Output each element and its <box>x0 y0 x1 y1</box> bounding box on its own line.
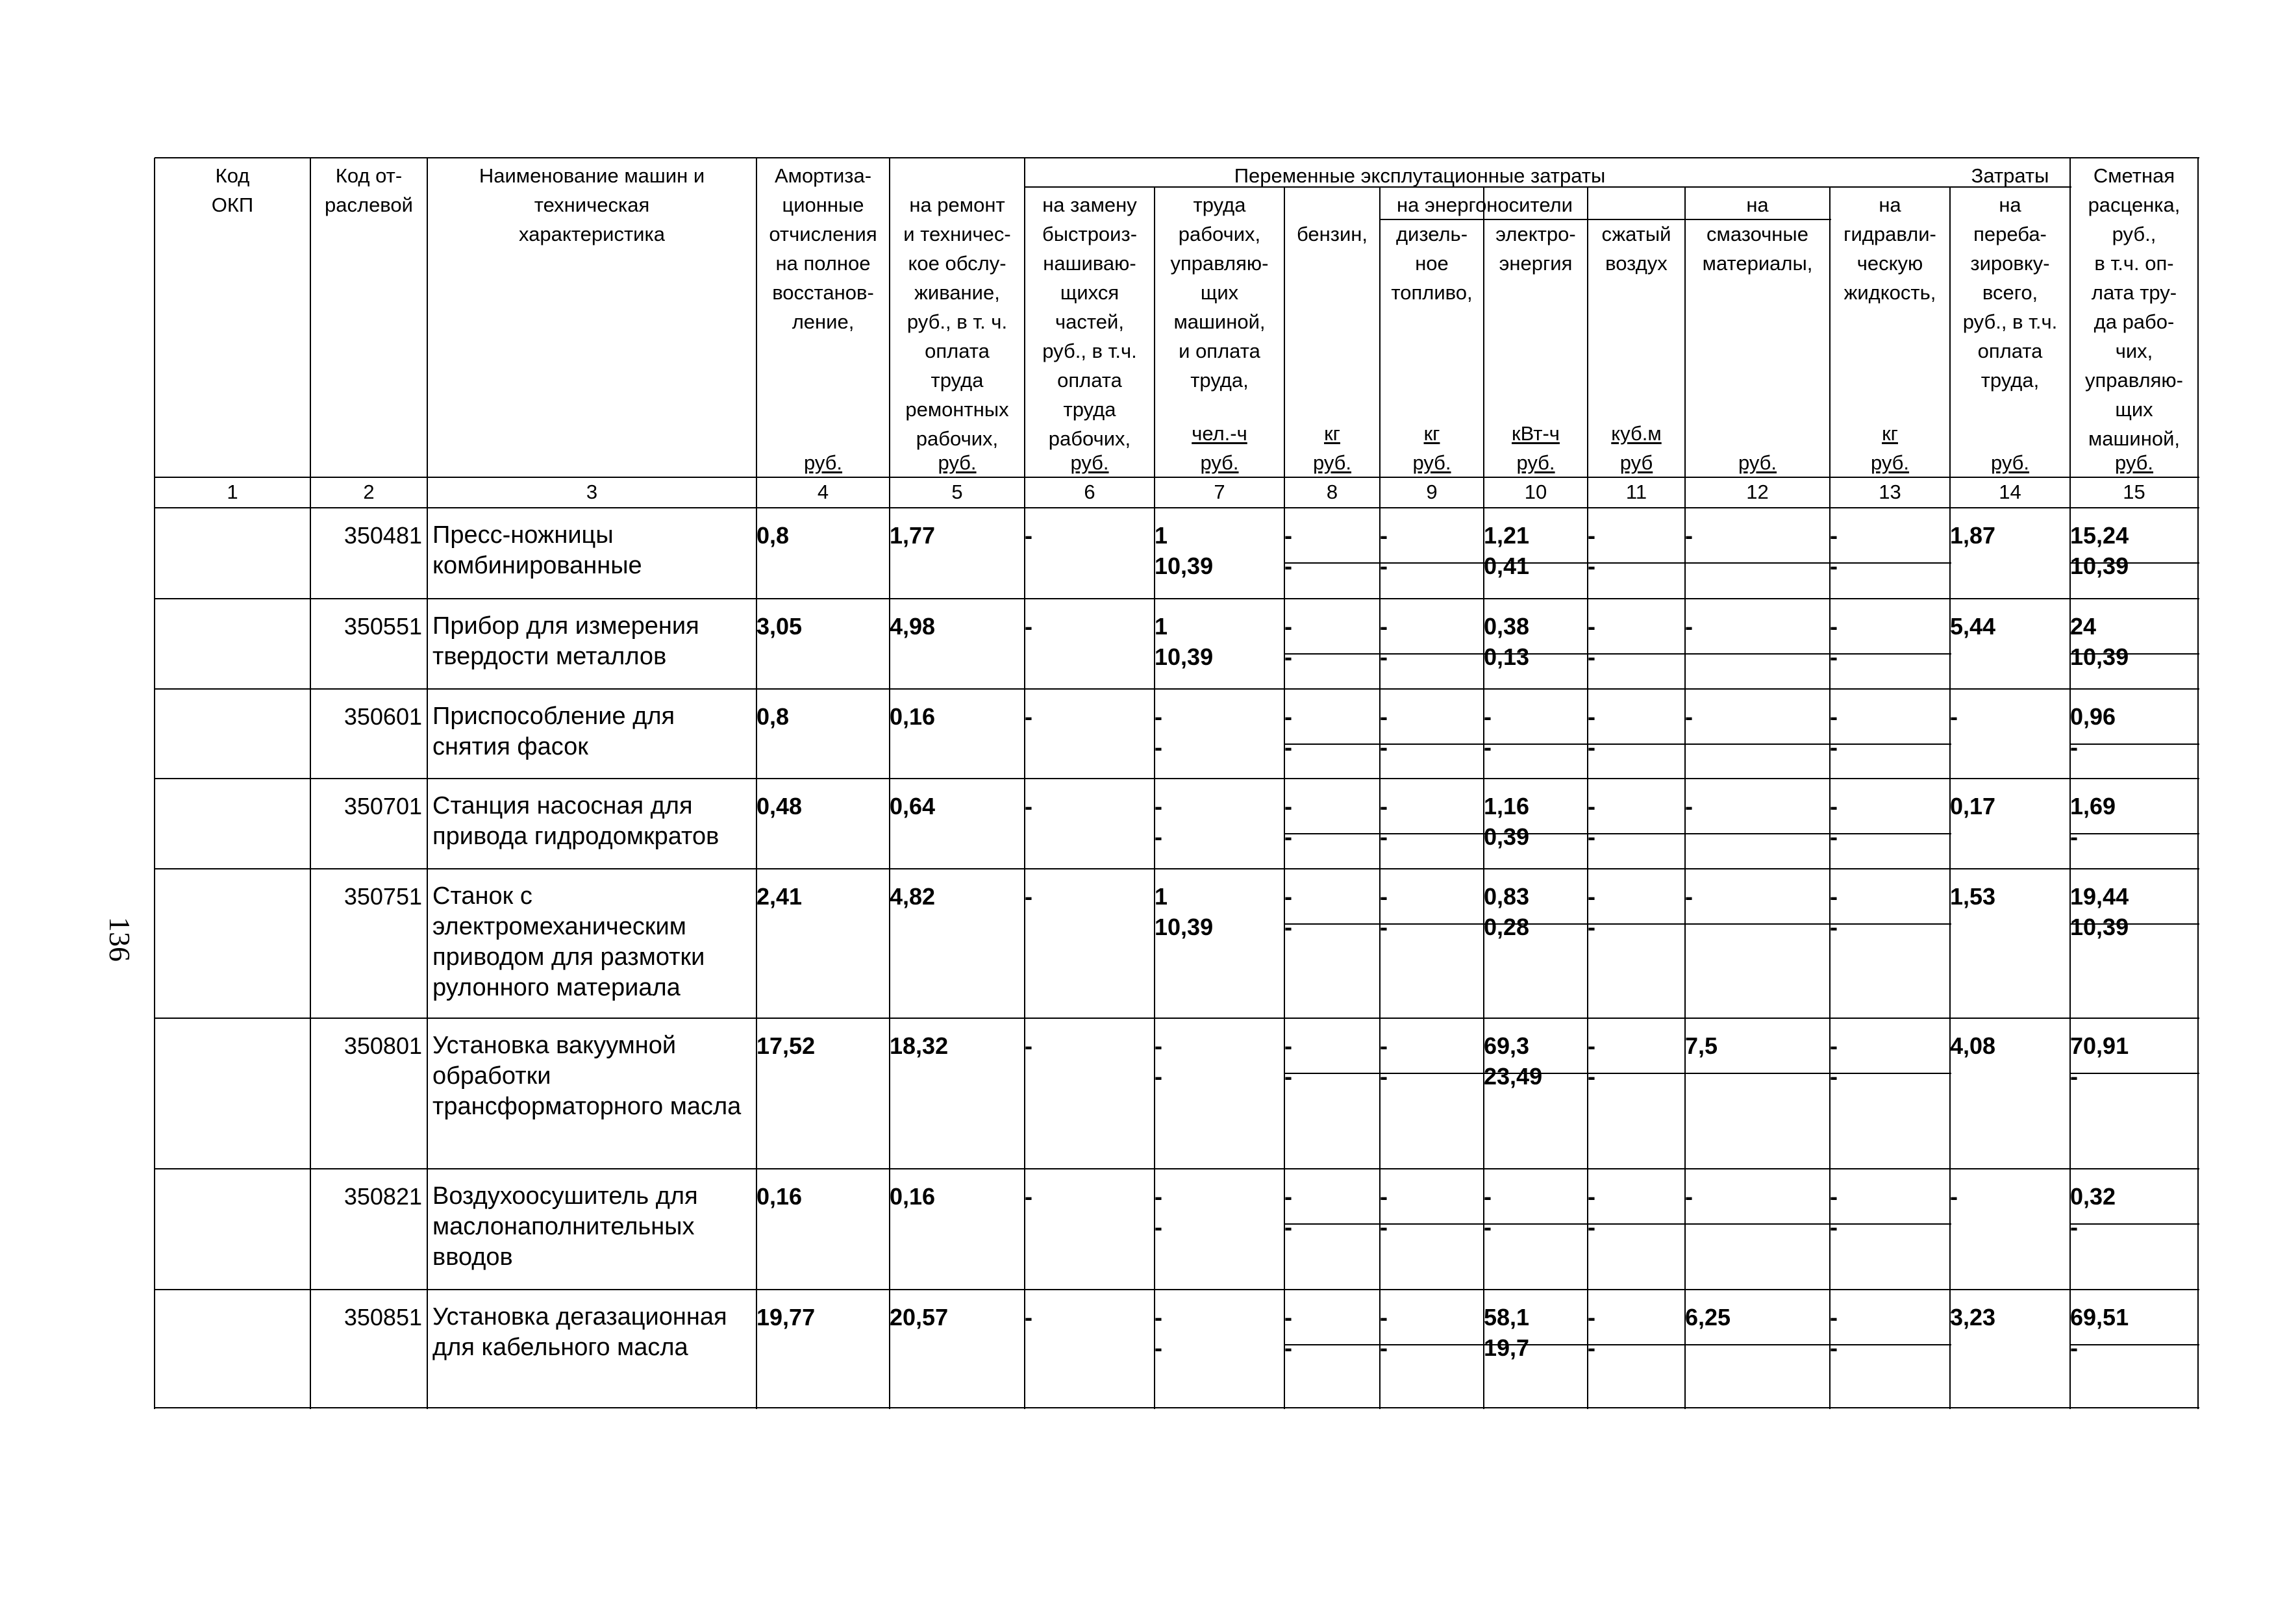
energy-sub-value: 0,39 <box>1484 823 1530 850</box>
header-diesel: ное <box>1415 252 1449 275</box>
header-relocation: руб., в т.ч. <box>1962 310 2058 333</box>
energy-sub-value: - <box>1284 823 1292 850</box>
header-unit: руб. <box>1516 451 1555 474</box>
energy-value: - <box>1484 1183 1492 1210</box>
row-bottom-border <box>155 1289 2199 1290</box>
energy-value: - <box>1588 522 1595 549</box>
energy-value: - <box>1284 1183 1292 1210</box>
header-amortization: отчисления <box>769 223 877 245</box>
header-unit-top: кг <box>1882 422 1898 445</box>
repair-value: 0,16 <box>890 1183 936 1210</box>
header-estimated-rate: в т.ч. оп- <box>2094 252 2174 275</box>
energy-sub-value: 0,13 <box>1484 643 1530 670</box>
row-bottom-border <box>155 688 2199 690</box>
header-machine-name: Наименование машин и <box>479 164 705 187</box>
energy-sub-value: - <box>1484 1214 1492 1240</box>
energy-sub-value: - <box>1380 643 1388 670</box>
header-relocation: всего, <box>1982 281 2038 304</box>
rate-value: 0,96 <box>2070 703 2116 730</box>
lubricants-value: - <box>1685 793 1693 819</box>
energy-value: 1,16 <box>1484 793 1530 819</box>
column-border <box>154 158 155 1409</box>
machine-name: Пресс-ножницы комбинированные <box>432 521 642 579</box>
row-bottom-border <box>155 1407 2199 1408</box>
rate-value: 0,32 <box>2070 1183 2116 1210</box>
relocation-value: - <box>1950 1183 1958 1210</box>
header-parts-replacement: щихся <box>1060 281 1119 304</box>
machine-name: Установка дегазационная для кабельного масла <box>432 1303 727 1361</box>
header-electricity: электро- <box>1495 223 1576 245</box>
lubricants-value: 7,5 <box>1685 1032 1718 1059</box>
rate-sub-value: - <box>2070 1063 2078 1090</box>
rate-sub-value: - <box>2070 1214 2078 1240</box>
header-repair: живание, <box>914 281 1000 304</box>
energy-sub-value: 10,39 <box>1155 553 1214 579</box>
header-estimated-rate: да рабо- <box>2093 310 2175 333</box>
repair-value: 20,57 <box>890 1304 949 1330</box>
relocation-value: 0,17 <box>1950 793 1996 819</box>
header-operator-labor: рабочих, <box>1178 223 1261 245</box>
machine-name: Воздухоосушитель для маслонаполнительных вводов <box>432 1182 698 1271</box>
energy-value: - <box>1588 883 1595 910</box>
row-bottom-border <box>155 598 2199 599</box>
energy-sub-value: - <box>1284 734 1292 760</box>
header-repair: руб., в т. ч. <box>906 310 1008 333</box>
page-number: 136 <box>103 917 136 962</box>
header-unit-top: кг <box>1324 422 1340 445</box>
row-bottom-border <box>155 778 2199 779</box>
energy-value: - <box>1380 613 1388 640</box>
machine-name: Станция насосная для привода гидродомкратов <box>432 792 719 850</box>
energy-sub-value: 23,49 <box>1484 1063 1543 1090</box>
energy-value: - <box>1588 1304 1595 1330</box>
energy-value: - <box>1588 703 1595 730</box>
energy-value: 0,38 <box>1484 613 1530 640</box>
machine-code: 350551 <box>344 613 422 640</box>
header-unit: руб. <box>1870 451 1910 474</box>
header-repair: на ремонт <box>909 194 1005 216</box>
header-hydraulic-fluid: жидкость, <box>1843 281 1936 304</box>
amortization-value: 0,8 <box>756 522 790 549</box>
header-okp-code: ОКП <box>211 194 254 216</box>
energy-sub-value: - <box>1155 823 1162 850</box>
header-unit: руб. <box>938 451 977 474</box>
header-parts-replacement: труда <box>1063 398 1116 421</box>
header-repair: ремонтных <box>905 398 1009 421</box>
machine-name: Прибор для измерения твердости металлов <box>432 612 699 670</box>
parts-value: - <box>1025 703 1032 730</box>
header-estimated-rate: расценка, <box>2088 194 2181 216</box>
energy-value: - <box>1380 1183 1388 1210</box>
header-hydraulic-fluid: на <box>1879 194 1901 216</box>
header-repair: оплата <box>925 340 990 362</box>
energy-sub-value: - <box>1588 643 1595 670</box>
column-number: 7 <box>1214 481 1225 503</box>
machine-name: Приспособление для снятия фасок <box>432 703 675 760</box>
header-energy: на энергоносители <box>1397 194 1573 216</box>
machine-code: 350751 <box>344 883 422 910</box>
machine-code: 350601 <box>344 703 422 730</box>
header-estimated-rate: машиной, <box>2088 427 2181 450</box>
column-number: 5 <box>951 481 963 503</box>
header-diesel: дизель- <box>1395 223 1468 245</box>
header-repair: и техничес- <box>903 223 1011 245</box>
energy-value: - <box>1484 703 1492 730</box>
header-variable-costs: Переменные эксплутационные затраты <box>1234 164 1606 187</box>
header-amortization: ционные <box>782 194 864 216</box>
hydraulic-value: - <box>1830 1183 1838 1210</box>
energy-value: 1,21 <box>1484 522 1530 549</box>
energy-sub-value: - <box>1380 553 1388 579</box>
rate-value: 69,51 <box>2070 1304 2129 1330</box>
header-relocation: Затраты <box>1971 164 2049 187</box>
header-estimated-rate: Сметная <box>2093 164 2175 187</box>
row-bottom-border <box>155 868 2199 869</box>
header-lubricants: материалы, <box>1702 252 1813 275</box>
column-number: 1 <box>227 481 238 503</box>
energy-sub-value: - <box>1380 1334 1388 1361</box>
energy-value: - <box>1380 793 1388 819</box>
repair-value: 4,98 <box>890 613 936 640</box>
header-unit: руб. <box>2114 451 2154 474</box>
header-hydraulic-fluid: ческую <box>1856 252 1923 275</box>
energy-sub-value: - <box>1155 1214 1162 1240</box>
hydraulic-sub-value: - <box>1830 643 1838 670</box>
machine-name: Станок с электромеханическим приводом для размотки рулонного материала <box>432 882 705 1001</box>
header-operator-labor: управляю- <box>1170 252 1269 275</box>
row-bottom-border <box>155 1168 2199 1169</box>
energy-value: 1 <box>1155 522 1168 549</box>
amortization-value: 19,77 <box>756 1304 816 1330</box>
hydraulic-sub-value: - <box>1830 823 1838 850</box>
rate-sub-value: - <box>2070 1334 2078 1361</box>
header-okp-code: Код <box>215 164 250 187</box>
hydraulic-sub-value: - <box>1830 734 1838 760</box>
machine-code: 350481 <box>344 522 422 549</box>
hydraulic-value: - <box>1830 703 1838 730</box>
header-unit: руб. <box>1070 451 1109 474</box>
energy-value: - <box>1155 1032 1162 1059</box>
column-number: 11 <box>1625 481 1647 503</box>
energy-sub-value: - <box>1588 823 1595 850</box>
lubricants-value: - <box>1685 883 1693 910</box>
relocation-value: 5,44 <box>1950 613 1996 640</box>
amortization-value: 2,41 <box>756 883 803 910</box>
energy-value: 1 <box>1155 883 1168 910</box>
energy-value: - <box>1155 1304 1162 1330</box>
machine-code: 350821 <box>344 1183 422 1210</box>
energy-value: - <box>1380 1304 1388 1330</box>
header-unit: руб. <box>1412 451 1451 474</box>
column-number: 10 <box>1524 481 1547 503</box>
machine-code: 350851 <box>344 1304 422 1330</box>
hydraulic-sub-value: - <box>1830 1214 1838 1240</box>
repair-value: 4,82 <box>890 883 936 910</box>
relocation-value: 1,87 <box>1950 522 1996 549</box>
header-operator-labor: труда <box>1193 194 1246 216</box>
energy-value: - <box>1284 703 1292 730</box>
machine-name: Установка вакуумной обработки трансформаторного масла <box>432 1032 742 1120</box>
header-hydraulic-fluid: гидравли- <box>1843 223 1936 245</box>
header-machine-name: характеристика <box>519 223 665 245</box>
energy-value: - <box>1284 1032 1292 1059</box>
energy-value: - <box>1588 793 1595 819</box>
header-compressed-air: воздух <box>1605 252 1668 275</box>
header-diesel: топливо, <box>1391 281 1473 304</box>
energy-value: - <box>1284 883 1292 910</box>
header-relocation: переба- <box>1973 223 2047 245</box>
energy-sub-value: - <box>1588 1334 1595 1361</box>
energy-value: - <box>1380 1032 1388 1059</box>
hydraulic-sub-value: - <box>1830 914 1838 940</box>
energy-sub-value: - <box>1588 1063 1595 1090</box>
energy-value: 1 <box>1155 613 1168 640</box>
energy-sub-value: 10,39 <box>1155 914 1214 940</box>
energy-sub-value: - <box>1380 914 1388 940</box>
header-relocation: оплата <box>1977 340 2043 362</box>
energy-sub-value: 0,28 <box>1484 914 1530 940</box>
energy-value: - <box>1155 1183 1162 1210</box>
header-parts-replacement: частей, <box>1055 310 1124 333</box>
column-number: 2 <box>363 481 375 503</box>
rate-sub-value: 10,39 <box>2070 643 2129 670</box>
header-amortization: Амортиза- <box>774 164 872 187</box>
hydraulic-value: - <box>1830 613 1838 640</box>
header-operator-labor: щих <box>1200 281 1239 304</box>
header-parts-replacement: руб., в т.ч. <box>1042 340 1137 362</box>
repair-value: 0,64 <box>890 793 936 819</box>
lubricants-value: - <box>1685 1183 1693 1210</box>
header-unit: руб. <box>1200 451 1239 474</box>
energy-sub-value: - <box>1284 643 1292 670</box>
energy-sub-value: - <box>1588 553 1595 579</box>
row-bottom-border <box>155 1018 2199 1019</box>
header-operator-labor: и оплата <box>1179 340 1260 362</box>
energy-value: 58,1 <box>1484 1304 1530 1330</box>
rate-sub-value: - <box>2070 823 2078 850</box>
energy-value: - <box>1380 883 1388 910</box>
header-parts-replacement: оплата <box>1057 369 1122 392</box>
energy-sub-value: - <box>1588 1214 1595 1240</box>
header-amortization: ление, <box>792 310 855 333</box>
energy-sub-value: 10,39 <box>1155 643 1214 670</box>
header-petrol: бензин, <box>1296 223 1368 245</box>
energy-sub-value: - <box>1380 1214 1388 1240</box>
column-number: 12 <box>1746 481 1769 503</box>
lubricants-value: - <box>1685 703 1693 730</box>
energy-sub-value: - <box>1380 823 1388 850</box>
header-unit-top: чел.-ч <box>1192 422 1247 445</box>
rate-value: 19,44 <box>2070 883 2129 910</box>
amortization-value: 0,16 <box>756 1183 803 1210</box>
repair-value: 18,32 <box>890 1032 949 1059</box>
energy-value: 0,83 <box>1484 883 1530 910</box>
energy-sub-value: - <box>1284 1063 1292 1090</box>
rate-sub-value: - <box>2070 734 2078 760</box>
parts-value: - <box>1025 793 1032 819</box>
header-relocation: труда, <box>1981 369 2040 392</box>
energy-value: - <box>1380 703 1388 730</box>
header-industry-code: раслевой <box>325 194 413 216</box>
header-parts-replacement: рабочих, <box>1048 427 1131 450</box>
amortization-value: 3,05 <box>756 613 803 640</box>
rate-sub-value: 10,39 <box>2070 553 2129 579</box>
rate-value: 1,69 <box>2070 793 2116 819</box>
header-estimated-rate: чих, <box>2115 340 2153 362</box>
energy-value: - <box>1155 793 1162 819</box>
parts-value: - <box>1025 1032 1032 1059</box>
header-parts-replacement: на замену <box>1042 194 1137 216</box>
parts-value: - <box>1025 883 1032 910</box>
energy-sub-value: - <box>1284 1334 1292 1361</box>
amortization-value: 0,48 <box>756 793 803 819</box>
energy-sub-value: - <box>1484 734 1492 760</box>
header-compressed-air: сжатый <box>1601 223 1671 245</box>
header-operator-labor: труда, <box>1190 369 1249 392</box>
lubricants-value: - <box>1685 522 1693 549</box>
header-electricity: энергия <box>1499 252 1573 275</box>
header-repair: рабочих, <box>916 427 999 450</box>
energy-sub-value: - <box>1380 734 1388 760</box>
hydraulic-value: - <box>1830 522 1838 549</box>
parts-value: - <box>1025 1304 1032 1330</box>
header-unit: руб. <box>1990 451 2030 474</box>
header-estimated-rate: управляю- <box>2085 369 2183 392</box>
header-unit: руб <box>1619 451 1653 474</box>
energy-value: - <box>1155 703 1162 730</box>
hydraulic-sub-value: - <box>1830 553 1838 579</box>
header-estimated-rate: щих <box>2115 398 2153 421</box>
hydraulic-value: - <box>1830 793 1838 819</box>
column-number: 8 <box>1326 481 1338 503</box>
header-operator-labor: машиной, <box>1173 310 1266 333</box>
hydraulic-value: - <box>1830 1032 1838 1059</box>
column-number: 3 <box>586 481 598 503</box>
relocation-value: - <box>1950 703 1958 730</box>
energy-value: - <box>1284 1304 1292 1330</box>
header-unit-top: куб.м <box>1611 422 1662 445</box>
header-unit: руб. <box>803 451 843 474</box>
table-top-border <box>155 157 2199 158</box>
energy-sub-value: - <box>1155 1334 1162 1361</box>
header-estimated-rate: руб., <box>2112 223 2156 245</box>
relocation-value: 4,08 <box>1950 1032 1996 1059</box>
repair-value: 0,16 <box>890 703 936 730</box>
column-number: 6 <box>1084 481 1095 503</box>
parts-value: - <box>1025 522 1032 549</box>
amortization-value: 17,52 <box>756 1032 816 1059</box>
energy-value: - <box>1588 1032 1595 1059</box>
energy-value: - <box>1284 522 1292 549</box>
energy-sub-value: - <box>1588 734 1595 760</box>
amortization-value: 0,8 <box>756 703 790 730</box>
header-unit-top: кВт-ч <box>1512 422 1560 445</box>
column-numbers-bottom-border <box>155 507 2199 508</box>
machine-code: 350701 <box>344 793 422 819</box>
header-parts-replacement: нашиваю- <box>1043 252 1136 275</box>
header-parts-replacement: быстроиз- <box>1042 223 1138 245</box>
lubricants-value: - <box>1685 613 1693 640</box>
header-lubricants: смазочные <box>1706 223 1808 245</box>
energy-value: - <box>1284 613 1292 640</box>
energy-sub-value: - <box>1155 734 1162 760</box>
header-unit: руб. <box>1312 451 1352 474</box>
rate-value: 15,24 <box>2070 522 2129 549</box>
rate-sub-value: 10,39 <box>2070 914 2129 940</box>
energy-value: - <box>1284 793 1292 819</box>
header-unit-top: кг <box>1423 422 1440 445</box>
energy-value: - <box>1380 522 1388 549</box>
header-lubricants: на <box>1746 194 1769 216</box>
energy-sub-value: 0,41 <box>1484 553 1530 579</box>
hydraulic-sub-value: - <box>1830 1063 1838 1090</box>
hydraulic-value: - <box>1830 883 1838 910</box>
header-estimated-rate: лата тру- <box>2091 281 2177 304</box>
machine-code: 350801 <box>344 1032 422 1059</box>
column-number: 14 <box>1999 481 2021 503</box>
header-amortization: на полное <box>775 252 871 275</box>
column-number: 4 <box>817 481 829 503</box>
energy-value: 69,3 <box>1484 1032 1530 1059</box>
header-industry-code: Код от- <box>335 164 403 187</box>
energy-sub-value: - <box>1284 1214 1292 1240</box>
energy-sub-value: 19,7 <box>1484 1334 1530 1361</box>
rate-value: 70,91 <box>2070 1032 2129 1059</box>
hydraulic-sub-value: - <box>1830 1334 1838 1361</box>
energy-sub-value: - <box>1284 553 1292 579</box>
repair-value: 1,77 <box>890 522 936 549</box>
parts-value: - <box>1025 1183 1032 1210</box>
energy-sub-value: - <box>1588 914 1595 940</box>
energy-sub-value: - <box>1155 1063 1162 1090</box>
header-amortization: восстанов- <box>772 281 874 304</box>
relocation-value: 1,53 <box>1950 883 1996 910</box>
rate-value: 24 <box>2070 613 2097 640</box>
header-repair: труда <box>931 369 984 392</box>
header-unit: руб. <box>1738 451 1777 474</box>
column-number: 9 <box>1426 481 1438 503</box>
column-border <box>427 187 428 1409</box>
header-relocation: зировку- <box>1970 252 2050 275</box>
hydraulic-value: - <box>1830 1304 1838 1330</box>
energy-value: - <box>1588 1183 1595 1210</box>
lubricants-value: 6,25 <box>1685 1304 1731 1330</box>
energy-sub-value: - <box>1380 1063 1388 1090</box>
column-number: 15 <box>2123 481 2145 503</box>
parts-value: - <box>1025 613 1032 640</box>
header-repair: кое обслу- <box>908 252 1006 275</box>
energy-sub-value: - <box>1284 914 1292 940</box>
energy-value: - <box>1588 613 1595 640</box>
column-number: 13 <box>1879 481 1901 503</box>
relocation-value: 3,23 <box>1950 1304 1996 1330</box>
header-relocation: на <box>1999 194 2021 216</box>
header-machine-name: техническая <box>534 194 650 216</box>
